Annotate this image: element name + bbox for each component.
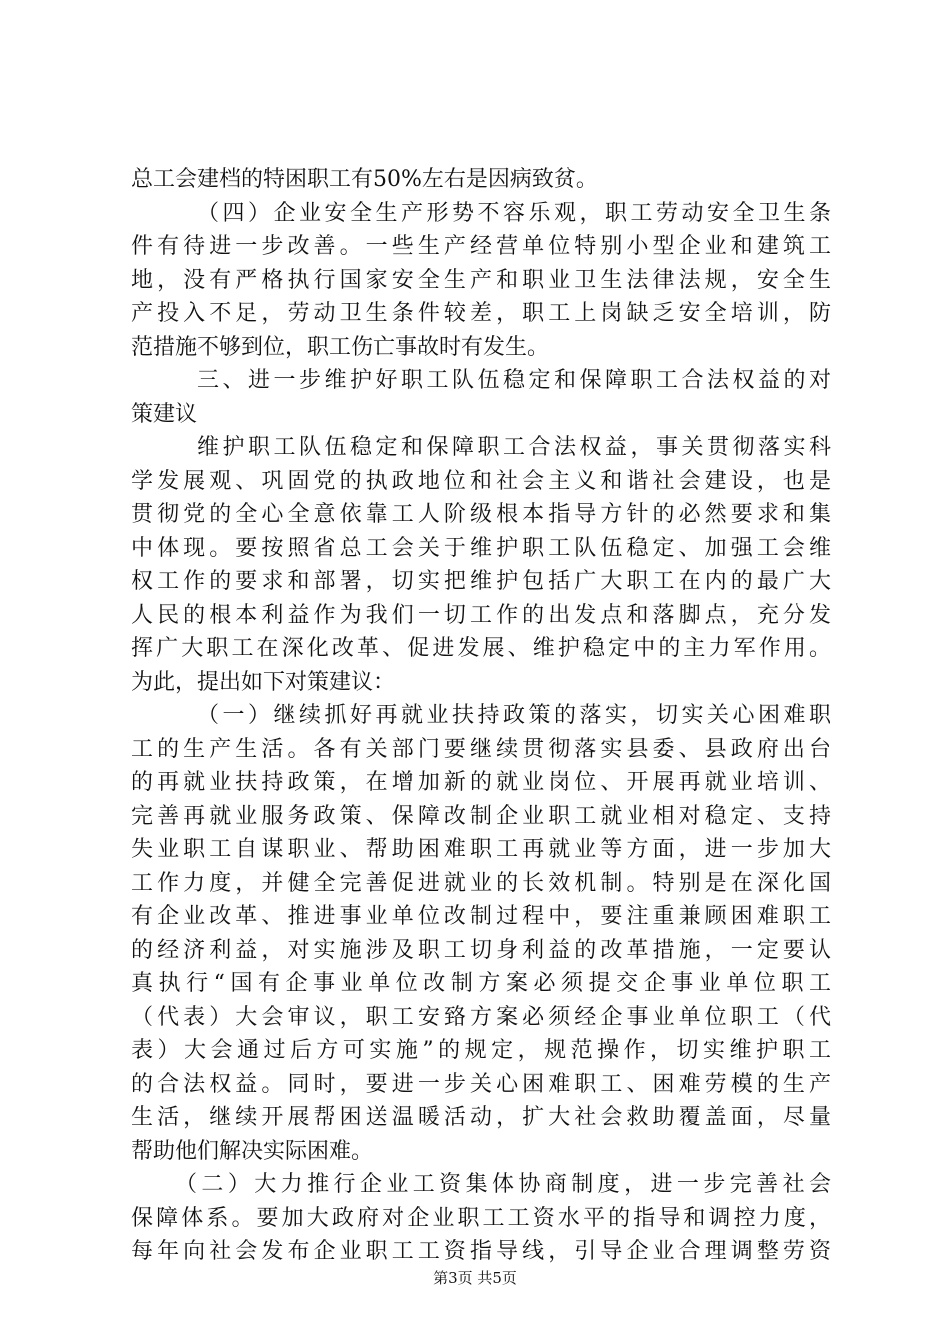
text-line: 表）大会通过后方可实施”的规定，规范操作，切实维护职工 <box>131 1038 831 1063</box>
text-line: （二）大力推行企业工资集体协商制度，进一步完善社会 <box>175 1172 831 1197</box>
text-line: 工作力度，并健全完善促进就业的长效机制。特别是在深化国 <box>131 870 831 896</box>
text-line: 人民的根本利益作为我们一切工作的出发点和落脚点，充分发 <box>131 602 831 628</box>
text-line: 有企业改革、推进事业单位改制过程中，要注重兼顾困难职工 <box>131 904 831 929</box>
text-line: 维护职工队伍稳定和保障职工合法权益，事关贯彻落实科 <box>197 435 831 460</box>
text-line: 权工作的要求和部署，切实把维护包括广大职工在内的最广大 <box>131 569 831 594</box>
text-line: 范措施不够到位，职工伤亡事故时有发生。 <box>131 334 550 360</box>
text-line: 中体现。要按照省总工会关于维护职工队伍稳定、加强工会维 <box>131 535 831 561</box>
page-footer: 第3页 共5页 <box>433 1269 517 1287</box>
text-line: 贯彻党的全心全意依靠工人阶级根本指导方针的必然要求和集 <box>131 502 831 527</box>
text-line: 的合法权益。同时，要进一步关心困难职工、困难劳模的生产 <box>131 1071 831 1097</box>
text-line: 学发展观、巩固党的执政地位和社会主义和谐社会建设，也是 <box>131 468 831 494</box>
document-body <box>131 163 831 1269</box>
text-line: 工的生产生活。各有关部门要继续贯彻落实县委、县政府出台 <box>131 736 831 762</box>
text-line: 总工会建档的特困职工有50%左右是因病致贫。 <box>131 167 598 192</box>
text-line: 策建议 <box>131 401 198 427</box>
text-line: 的经济利益，对实施涉及职工切身利益的改革措施，一定要认 <box>131 937 831 963</box>
text-line: （一）继续抓好再就业扶持政策的落实，切实关心困难职 <box>197 703 831 728</box>
text-line: 每年向社会发布企业职工工资指导线，引导企业合理调整劳资 <box>131 1239 831 1264</box>
text-line: （四）企业安全生产形势不容乐观，职工劳动安全卫生条 <box>197 200 831 226</box>
text-line: 失业职工自谋职业、帮助困难职工再就业等方面，进一步加大 <box>131 837 831 862</box>
text-line: 的再就业扶持政策，在增加新的就业岗位、开展再就业培训、 <box>131 770 831 795</box>
text-line: 真执行“国有企事业单位改制方案必须提交企事业单位职工 <box>131 971 831 996</box>
text-line: 件有待进一步改善。一些生产经营单位特别小型企业和建筑工 <box>131 234 831 259</box>
text-line: 为此，提出如下对策建议： <box>131 669 396 695</box>
text-line: 生活，继续开展帮困送温暖活动，扩大社会救助覆盖面，尽量 <box>131 1105 831 1130</box>
text-line: （代表）大会审议，职工安臵方案必须经企事业单位职工（代 <box>131 1004 831 1030</box>
text-line: 产投入不足，劳动卫生条件较差，职工上岗缺乏安全培训，防 <box>131 301 831 326</box>
text-line: 地，没有严格执行国家安全生产和职业卫生法律法规，安全生 <box>131 267 831 293</box>
text-line: 保障体系。要加大政府对企业职工工资水平的指导和调控力度， <box>131 1205 831 1231</box>
text-line: 挥广大职工在深化改革、促进发展、维护稳定中的主力军作用。 <box>131 636 831 661</box>
text-line: 帮助他们解决实际困难。 <box>131 1138 374 1164</box>
text-line: 完善再就业服务政策、保障改制企业职工就业相对稳定、支持 <box>131 803 831 829</box>
text-line: 三、进一步维护好职工队伍稳定和保障职工合法权益的对 <box>197 368 831 393</box>
